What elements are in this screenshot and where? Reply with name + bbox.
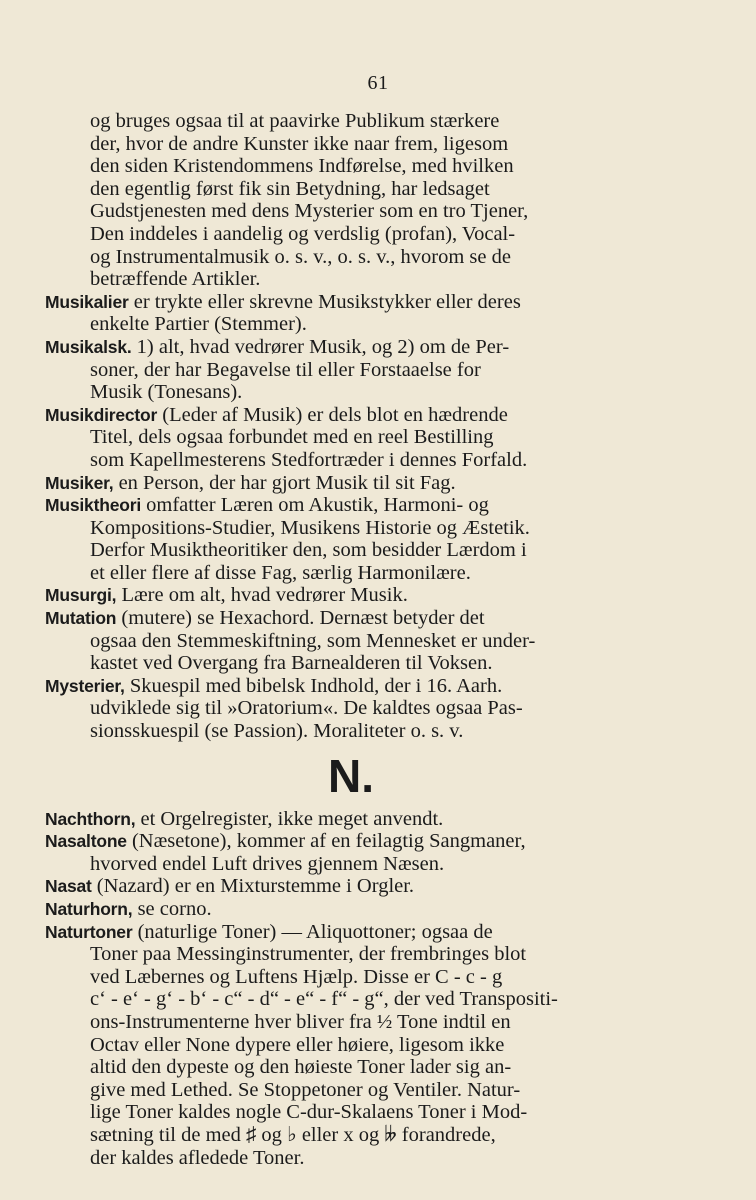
dictionary-entry [45, 494, 657, 584]
text-line: udviklede sig til »Oratorium«. De kaldtes ogsaa Pas- [90, 697, 523, 720]
entries-n [45, 808, 657, 1170]
text-line: ons-Instrumenterne hver bliver fra ½ Tone indtil en [90, 1010, 511, 1033]
text-line: ved Læbernes og Luftens Hjælp. Disse er C - c - g [90, 965, 503, 988]
text-line: c‘ - e‘ - g‘ - b‘ - c“ - d“ - e“ - f“ - g“, der ved Transpositi- [90, 988, 558, 1011]
dictionary-entry [45, 404, 657, 472]
headword: Nachthorn, [45, 808, 136, 829]
headword: Musiktheori [45, 495, 142, 516]
text-line: Toner paa Messinginstrumenter, der frembringes blot [90, 943, 527, 966]
text-line: den siden Kristendommens Indførelse, med hvilken [90, 155, 514, 178]
text-line: Derfor Musiktheoritiker den, som besidder Lærdom i [90, 539, 527, 562]
text-line: Gudstjenesten med dens Mysterier som en tro Tjener, [90, 200, 529, 223]
headword: Musurgi, [45, 585, 117, 606]
headword: Naturhorn, [45, 899, 133, 919]
text-line: og bruges ogsaa til at paavirke Publikum stærkere [90, 110, 500, 132]
text-line: altid den dypeste og den høieste Toner lader sig an- [90, 1056, 512, 1079]
text-line: kastet ved Overgang fra Barnealderen til Voksen. [90, 652, 493, 675]
text-line: soner, der har Begavelse til eller Forstaaelse for [90, 358, 481, 381]
text-line: Octav eller None dypere eller høiere, ligesom ikke [90, 1033, 505, 1056]
text-line: som Kapellmesterens Stedfortræder i dennes Forfald. [90, 448, 528, 471]
text-line: lige Toner kaldes nogle C-dur-Skalaens Toner i Mod- [90, 1101, 528, 1124]
headword: Musikalier [45, 291, 129, 312]
dictionary-text [45, 110, 657, 1169]
text-line: Kompositions-Studier, Musikens Historie og Æstetik. [90, 516, 530, 539]
text-line: Titel, dels ogsaa forbundet med en reel Bestilling [90, 426, 494, 449]
headword: Musiker, [45, 472, 114, 493]
text-line: (mutere) se Hexachord. Dernæst betyder det [121, 607, 485, 630]
dictionary-entry [45, 921, 657, 1170]
text-line: sætning til de med ♯ og ♭ eller x og 𝄫 forandrede, [90, 1123, 496, 1146]
text-line: enkelte Partier (Stemmer). [90, 313, 307, 336]
headword: Nasaltone [45, 831, 127, 852]
text-line: sionsskuespil (se Passion). Moraliteter o. s. v. [90, 720, 464, 743]
dictionary-entry [45, 808, 657, 831]
dictionary-entry [45, 875, 657, 898]
page-number: 61 [367, 72, 389, 94]
dictionary-entry [45, 291, 657, 336]
dictionary-entry [45, 675, 657, 743]
text-line: (naturlige Toner) — Aliquottoner; ogsaa de [137, 920, 493, 943]
text-line: 1) alt, hvad vedrører Musik, og 2) om de Per- [136, 335, 510, 358]
text-line: den egentlig først fik sin Betydning, har ledsaget [90, 177, 490, 200]
headword: Mutation [45, 608, 117, 629]
entries-m [45, 291, 657, 743]
text-line: se corno. [137, 898, 212, 920]
text-line: og Instrumentalmusik o. s. v., o. s. v., hvorom se de [90, 245, 511, 268]
text-line: ogsaa den Stemmeskiftning, som Mennesket er under- [90, 629, 536, 652]
headword: Musikdirector [45, 404, 158, 425]
dictionary-entry [45, 830, 657, 875]
section-letter: N. [328, 749, 374, 802]
headword: Naturtoner [45, 921, 133, 942]
text-line: Skuespil med bibelsk Indhold, der i 16. Aarh. [129, 674, 503, 697]
text-line: et eller flere af disse Fag, særlig Harmonilære. [90, 561, 471, 584]
continued-entry [45, 110, 657, 291]
dictionary-entry [45, 472, 657, 495]
text-line: Lære om alt, hvad vedrører Musik. [121, 584, 408, 607]
text-line: Den inddeles i aandelig og verdslig (profan), Vocal- [90, 222, 516, 245]
headword: Nasat [45, 876, 92, 897]
text-line: give med Lethed. Se Stoppetoner og Ventiler. Natur- [90, 1078, 521, 1101]
text-line: en Person, der har gjort Musik til sit Fag. [118, 471, 456, 494]
headword: Musikalsk. [45, 336, 132, 357]
dictionary-entry [45, 584, 657, 607]
text-line: (Nazard) er en Mixturstemme i Orgler. [96, 875, 415, 898]
text-line: der, hvor de andre Kunster ikke naar frem, ligesom [90, 132, 509, 155]
text-line: (Næsetone), kommer af en feilagtig Sangmaner, [131, 830, 526, 853]
text-line: et Orgelregister, ikke meget anvendt. [140, 807, 444, 830]
dictionary-entry [45, 336, 657, 404]
text-line: (Leder af Musik) er dels blot en hædrende [162, 403, 508, 426]
text-line: der kaldes afledede Toner. [90, 1146, 305, 1169]
text-line: er trykte eller skrevne Musikstykker eller deres [133, 290, 521, 313]
text-line: betræffende Artikler. [90, 268, 261, 291]
text-line: Musik (Tonesans). [90, 381, 243, 404]
dictionary-entry [45, 898, 657, 921]
text-line: omfatter Læren om Akustik, Harmoni- og [146, 494, 489, 517]
text-line: hvorved endel Luft drives gjennem Næsen. [90, 852, 445, 875]
dictionary-entry [45, 607, 657, 675]
headword: Mysterier, [45, 675, 125, 696]
